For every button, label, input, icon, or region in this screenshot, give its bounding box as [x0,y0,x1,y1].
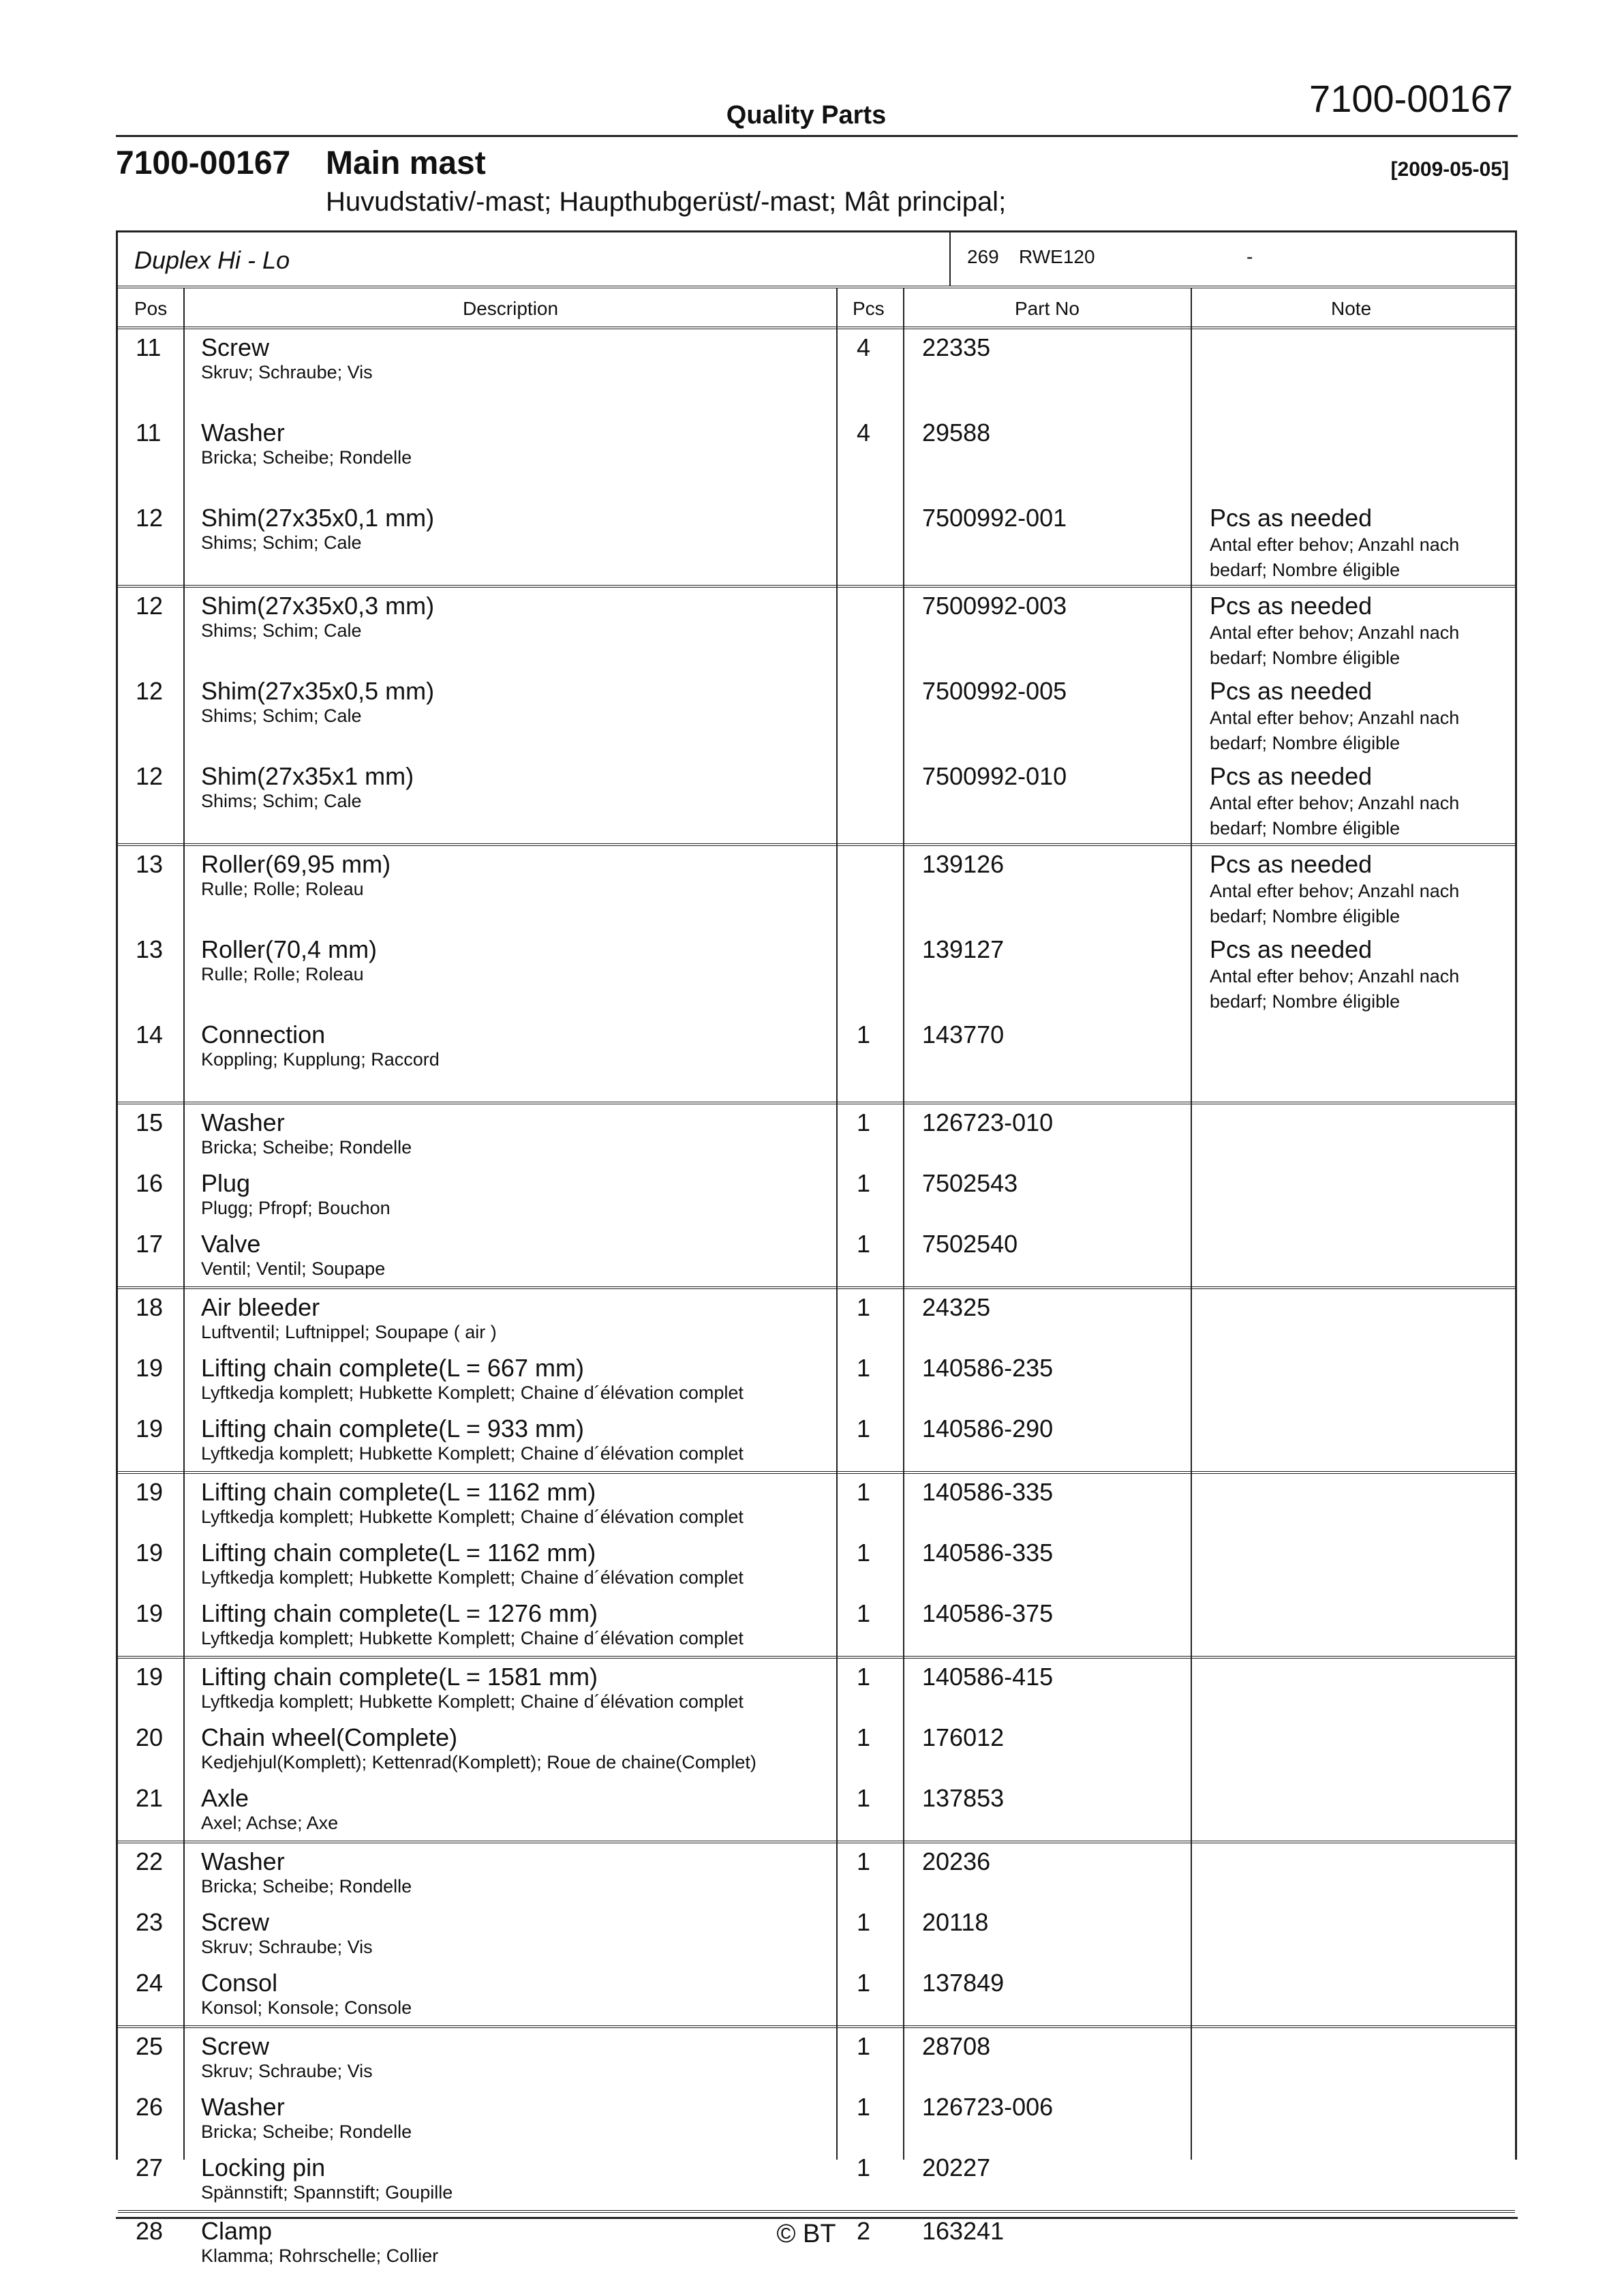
row-part-number: 7500992-005 [922,677,1067,705]
row-description-translations: Shims; Schim; Cale [201,706,362,726]
row-part-number: 139126 [922,850,1005,878]
row-part-number: 137853 [922,1784,1005,1812]
row-pos: 12 [136,762,164,790]
row-part-number: 20236 [922,1847,991,1875]
row-pos: 19 [136,1415,164,1442]
row-description: Air bleeder [201,1293,320,1321]
column-header-pcs: Pcs [853,298,885,319]
row-description: Plug [201,1169,251,1197]
row-pos: 19 [136,1663,164,1691]
table-row [118,1016,1515,1102]
page-subtitle: Huvudstativ/-mast; Haupthubgerüst/-mast; Mât principal; [326,187,1007,217]
row-group [118,329,1515,588]
row-description: Shim(27x35x0,3 mm) [201,592,435,620]
row-pcs: 1 [857,1663,871,1691]
row-pcs: 1 [857,1908,871,1936]
row-part-number: 7500992-010 [922,762,1067,790]
row-part-number: 7500992-001 [922,504,1067,532]
row-description-translations: Ventil; Ventil; Soupape [201,1258,386,1279]
table-row [118,329,1515,414]
row-description-translations: Skruv; Schraube; Vis [201,362,373,382]
row-group [118,846,1515,1104]
table-row [118,1780,1515,1841]
row-description-translations: Rulle; Rolle; Roleau [201,879,364,899]
table-row [118,1289,1515,1350]
row-description-translations: Plugg; Pfropf; Bouchon [201,1198,391,1218]
row-part-number: 22335 [922,333,991,361]
row-pcs: 1 [857,1969,871,1997]
row-part-number: 143770 [922,1021,1005,1048]
row-description-translations: Lyftkedja komplett; Hubkette Komplett; Chaine d´élévation complet [201,1443,744,1464]
row-pos: 15 [136,1108,164,1136]
row-description: Lifting chain complete(L = 1581 mm) [201,1663,598,1691]
table-row [118,1226,1515,1286]
table-row [118,1104,1515,1165]
row-pos: 25 [136,2032,164,2060]
row-description-translations: Klamma; Rohrschelle; Collier [201,2246,439,2266]
row-part-number: 176012 [922,1723,1005,1751]
row-description: Roller(69,95 mm) [201,850,391,878]
row-part-number: 7500992-003 [922,592,1067,620]
row-description-translations: Kedjehjul(Komplett); Kettenrad(Komplett); Roue de chaine(Complet) [201,1752,756,1772]
row-description: Shim(27x35x0,1 mm) [201,504,435,532]
row-description: Consol [201,1969,278,1997]
row-description-translations: Skruv; Schraube; Vis [201,1937,373,1957]
column-header-note: Note [1331,298,1372,319]
table-row [118,1595,1515,1656]
row-pos: 19 [136,1539,164,1567]
row-pos: 28 [136,2217,164,2245]
row-part-number: 29588 [922,419,991,447]
table-row [118,846,1515,931]
row-description-translations: Bricka; Scheibe; Rondelle [201,1137,412,1158]
header-divider [116,135,1518,137]
row-pcs: 1 [857,2154,871,2181]
row-part-number: 7502540 [922,1230,1018,1258]
row-pcs: 1 [857,2032,871,2060]
row-part-number: 126723-006 [922,2093,1054,2121]
row-description: Lifting chain complete(L = 1162 mm) [201,1539,596,1567]
row-pos: 23 [136,1908,164,1936]
row-pcs: 1 [857,1415,871,1442]
row-description: Axle [201,1784,249,1812]
row-part-number: 28708 [922,2032,991,2060]
row-pcs: 4 [857,419,871,447]
table-row [118,1410,1515,1471]
row-note: Pcs as needed [1210,762,1373,790]
variant-name: Duplex Hi - Lo [134,246,290,274]
table-row [118,1659,1515,1719]
column-header-description: Description [463,298,559,319]
row-pos: 19 [136,1478,164,1506]
row-description: Chain wheel(Complete) [201,1723,458,1751]
row-pos: 12 [136,677,164,705]
variant-model: RWE120 [1019,246,1095,267]
row-part-number: 163241 [922,2217,1005,2245]
table-row [118,673,1515,758]
document-number: 7100-00167 [1309,77,1513,120]
row-description-translations: Spännstift; Spannstift; Goupille [201,2182,453,2203]
row-pos: 24 [136,1969,164,1997]
row-note-translations: Antal efter behov; Anzahl nach bedarf; Nombre éligible [1210,966,1460,1012]
table-row [118,1843,1515,1904]
row-pos: 26 [136,2093,164,2121]
row-pcs: 4 [857,333,871,361]
row-note-translations: Antal efter behov; Anzahl nach bedarf; Nombre éligible [1210,793,1460,839]
row-description-translations: Rulle; Rolle; Roleau [201,964,364,984]
row-description-translations: Lyftkedja komplett; Hubkette Komplett; Chaine d´élévation complet [201,1691,744,1712]
revision-date: [2009-05-05] [1390,158,1509,181]
row-description: Roller(70,4 mm) [201,935,378,963]
row-description-translations: Koppling; Kupplung; Raccord [201,1049,440,1070]
row-description: Locking pin [201,2154,326,2181]
row-pcs: 1 [857,1478,871,1506]
row-pos: 18 [136,1293,164,1321]
row-part-number: 140586-415 [922,1663,1054,1691]
row-pcs: 1 [857,1539,871,1567]
row-part-number: 20118 [922,1908,989,1936]
table-row [118,1165,1515,1226]
row-description-translations: Skruv; Schraube; Vis [201,2061,373,2081]
row-pos: 19 [136,1599,164,1627]
row-part-number: 140586-335 [922,1478,1054,1506]
table-row [118,1474,1515,1535]
row-description: Washer [201,419,285,447]
row-part-number: 7502543 [922,1169,1018,1197]
variant-extra: - [1246,246,1253,267]
row-pos: 17 [136,1230,164,1258]
row-pos: 21 [136,1784,164,1812]
row-description: Washer [201,1847,285,1875]
row-part-number: 139127 [922,935,1005,963]
row-pos: 13 [136,850,164,878]
row-pos: 20 [136,1723,164,1751]
row-pos: 13 [136,935,164,963]
row-note: Pcs as needed [1210,504,1373,532]
row-pcs: 1 [857,1230,871,1258]
page-title: Main mast [326,145,486,181]
row-description-translations: Konsol; Konsole; Console [201,1997,412,2018]
row-description: Screw [201,333,270,361]
row-description-translations: Shims; Schim; Cale [201,791,362,811]
row-description-translations: Lyftkedja komplett; Hubkette Komplett; Chaine d´élévation complet [201,1383,744,1403]
row-part-number: 126723-010 [922,1108,1054,1136]
table-row [118,500,1515,585]
table-row [118,1965,1515,2025]
row-description: Lifting chain complete(L = 667 mm) [201,1354,584,1382]
row-description: Shim(27x35x0,5 mm) [201,677,435,705]
row-pcs: 1 [857,1599,871,1627]
assembly-part-number: 7100-00167 [116,145,291,181]
variant-row [118,232,1515,288]
row-group [118,1474,1515,1659]
row-note: Pcs as needed [1210,592,1373,620]
row-part-number: 140586-290 [922,1415,1054,1442]
table-header [118,288,1515,329]
row-description: Screw [201,1908,270,1936]
column-header-part-no: Part No [1015,298,1080,319]
section-title: Quality Parts [726,101,887,130]
footer-divider [116,2217,1518,2219]
row-part-number: 140586-235 [922,1354,1054,1382]
row-description-translations: Lyftkedja komplett; Hubkette Komplett; Chaine d´élévation complet [201,1507,744,1527]
variant-number: 269 [967,246,999,267]
table-row [118,1719,1515,1780]
row-description: Washer [201,2093,285,2121]
row-description-translations: Bricka; Scheibe; Rondelle [201,2121,412,2142]
row-pos: 27 [136,2154,164,2181]
row-pcs: 1 [857,1169,871,1197]
row-pos: 19 [136,1354,164,1382]
row-note: Pcs as needed [1210,677,1373,705]
row-pcs: 1 [857,2093,871,2121]
row-note: Pcs as needed [1210,850,1373,878]
row-pcs: 1 [857,1108,871,1136]
row-group [118,1104,1515,1289]
row-description: Washer [201,1108,285,1136]
table-row [118,1535,1515,1595]
row-description-translations: Shims; Schim; Cale [201,532,362,553]
row-pcs: 2 [857,2217,871,2245]
row-pcs: 1 [857,1784,871,1812]
column-header-pos: Pos [134,298,168,319]
row-description: Lifting chain complete(L = 1162 mm) [201,1478,596,1506]
row-group [118,2028,1515,2213]
row-description-translations: Axel; Achse; Axe [201,1813,339,1833]
row-group [118,1843,1515,2028]
table-row [118,931,1515,1016]
row-description-translations: Shims; Schim; Cale [201,620,362,641]
row-part-number: 140586-375 [922,1599,1054,1627]
table-row [118,1350,1515,1410]
row-part-number: 140586-335 [922,1539,1054,1567]
row-group [118,1659,1515,1843]
row-description-translations: Bricka; Scheibe; Rondelle [201,447,412,468]
row-description-translations: Bricka; Scheibe; Rondelle [201,1876,412,1897]
row-part-number: 24325 [922,1293,991,1321]
table-row [118,758,1515,843]
table-row [118,588,1515,673]
row-description-translations: Lyftkedja komplett; Hubkette Komplett; Chaine d´élévation complet [201,1628,744,1648]
row-pos: 22 [136,1847,164,1875]
table-row [118,2149,1515,2210]
row-pcs: 1 [857,1021,871,1048]
row-group [118,588,1515,846]
row-description: Lifting chain complete(L = 1276 mm) [201,1599,598,1627]
row-pcs: 1 [857,1354,871,1382]
row-description: Lifting chain complete(L = 933 mm) [201,1415,584,1442]
table-row [118,2089,1515,2149]
row-note: Pcs as needed [1210,935,1373,963]
row-description: Connection [201,1021,326,1048]
table-row [118,1904,1515,1965]
row-description: Valve [201,1230,261,1258]
row-pos: 12 [136,504,164,532]
row-part-number: 20227 [922,2154,991,2181]
table-row [118,414,1515,500]
row-group [118,1289,1515,1474]
row-note-translations: Antal efter behov; Anzahl nach bedarf; Nombre éligible [1210,708,1460,753]
row-note-translations: Antal efter behov; Anzahl nach bedarf; Nombre éligible [1210,622,1460,668]
row-note-translations: Antal efter behov; Anzahl nach bedarf; Nombre éligible [1210,534,1460,580]
row-description: Shim(27x35x1 mm) [201,762,414,790]
row-description-translations: Lyftkedja komplett; Hubkette Komplett; Chaine d´élévation complet [201,1567,744,1588]
copyright: © BT [776,2220,836,2248]
row-pcs: 1 [857,1847,871,1875]
row-pcs: 1 [857,1723,871,1751]
variant-divider [949,232,951,286]
row-description: Screw [201,2032,270,2060]
row-note-translations: Antal efter behov; Anzahl nach bedarf; Nombre éligible [1210,881,1460,926]
row-pos: 11 [136,333,162,361]
row-pos: 14 [136,1021,164,1048]
row-description-translations: Luftventil; Luftnippel; Soupape ( air ) [201,1322,497,1342]
row-description: Clamp [201,2217,273,2245]
table-row [118,2028,1515,2089]
row-pos: 16 [136,1169,164,1197]
row-pos: 11 [136,419,162,447]
row-pcs: 1 [857,1293,871,1321]
row-pos: 12 [136,592,164,620]
row-part-number: 137849 [922,1969,1005,1997]
